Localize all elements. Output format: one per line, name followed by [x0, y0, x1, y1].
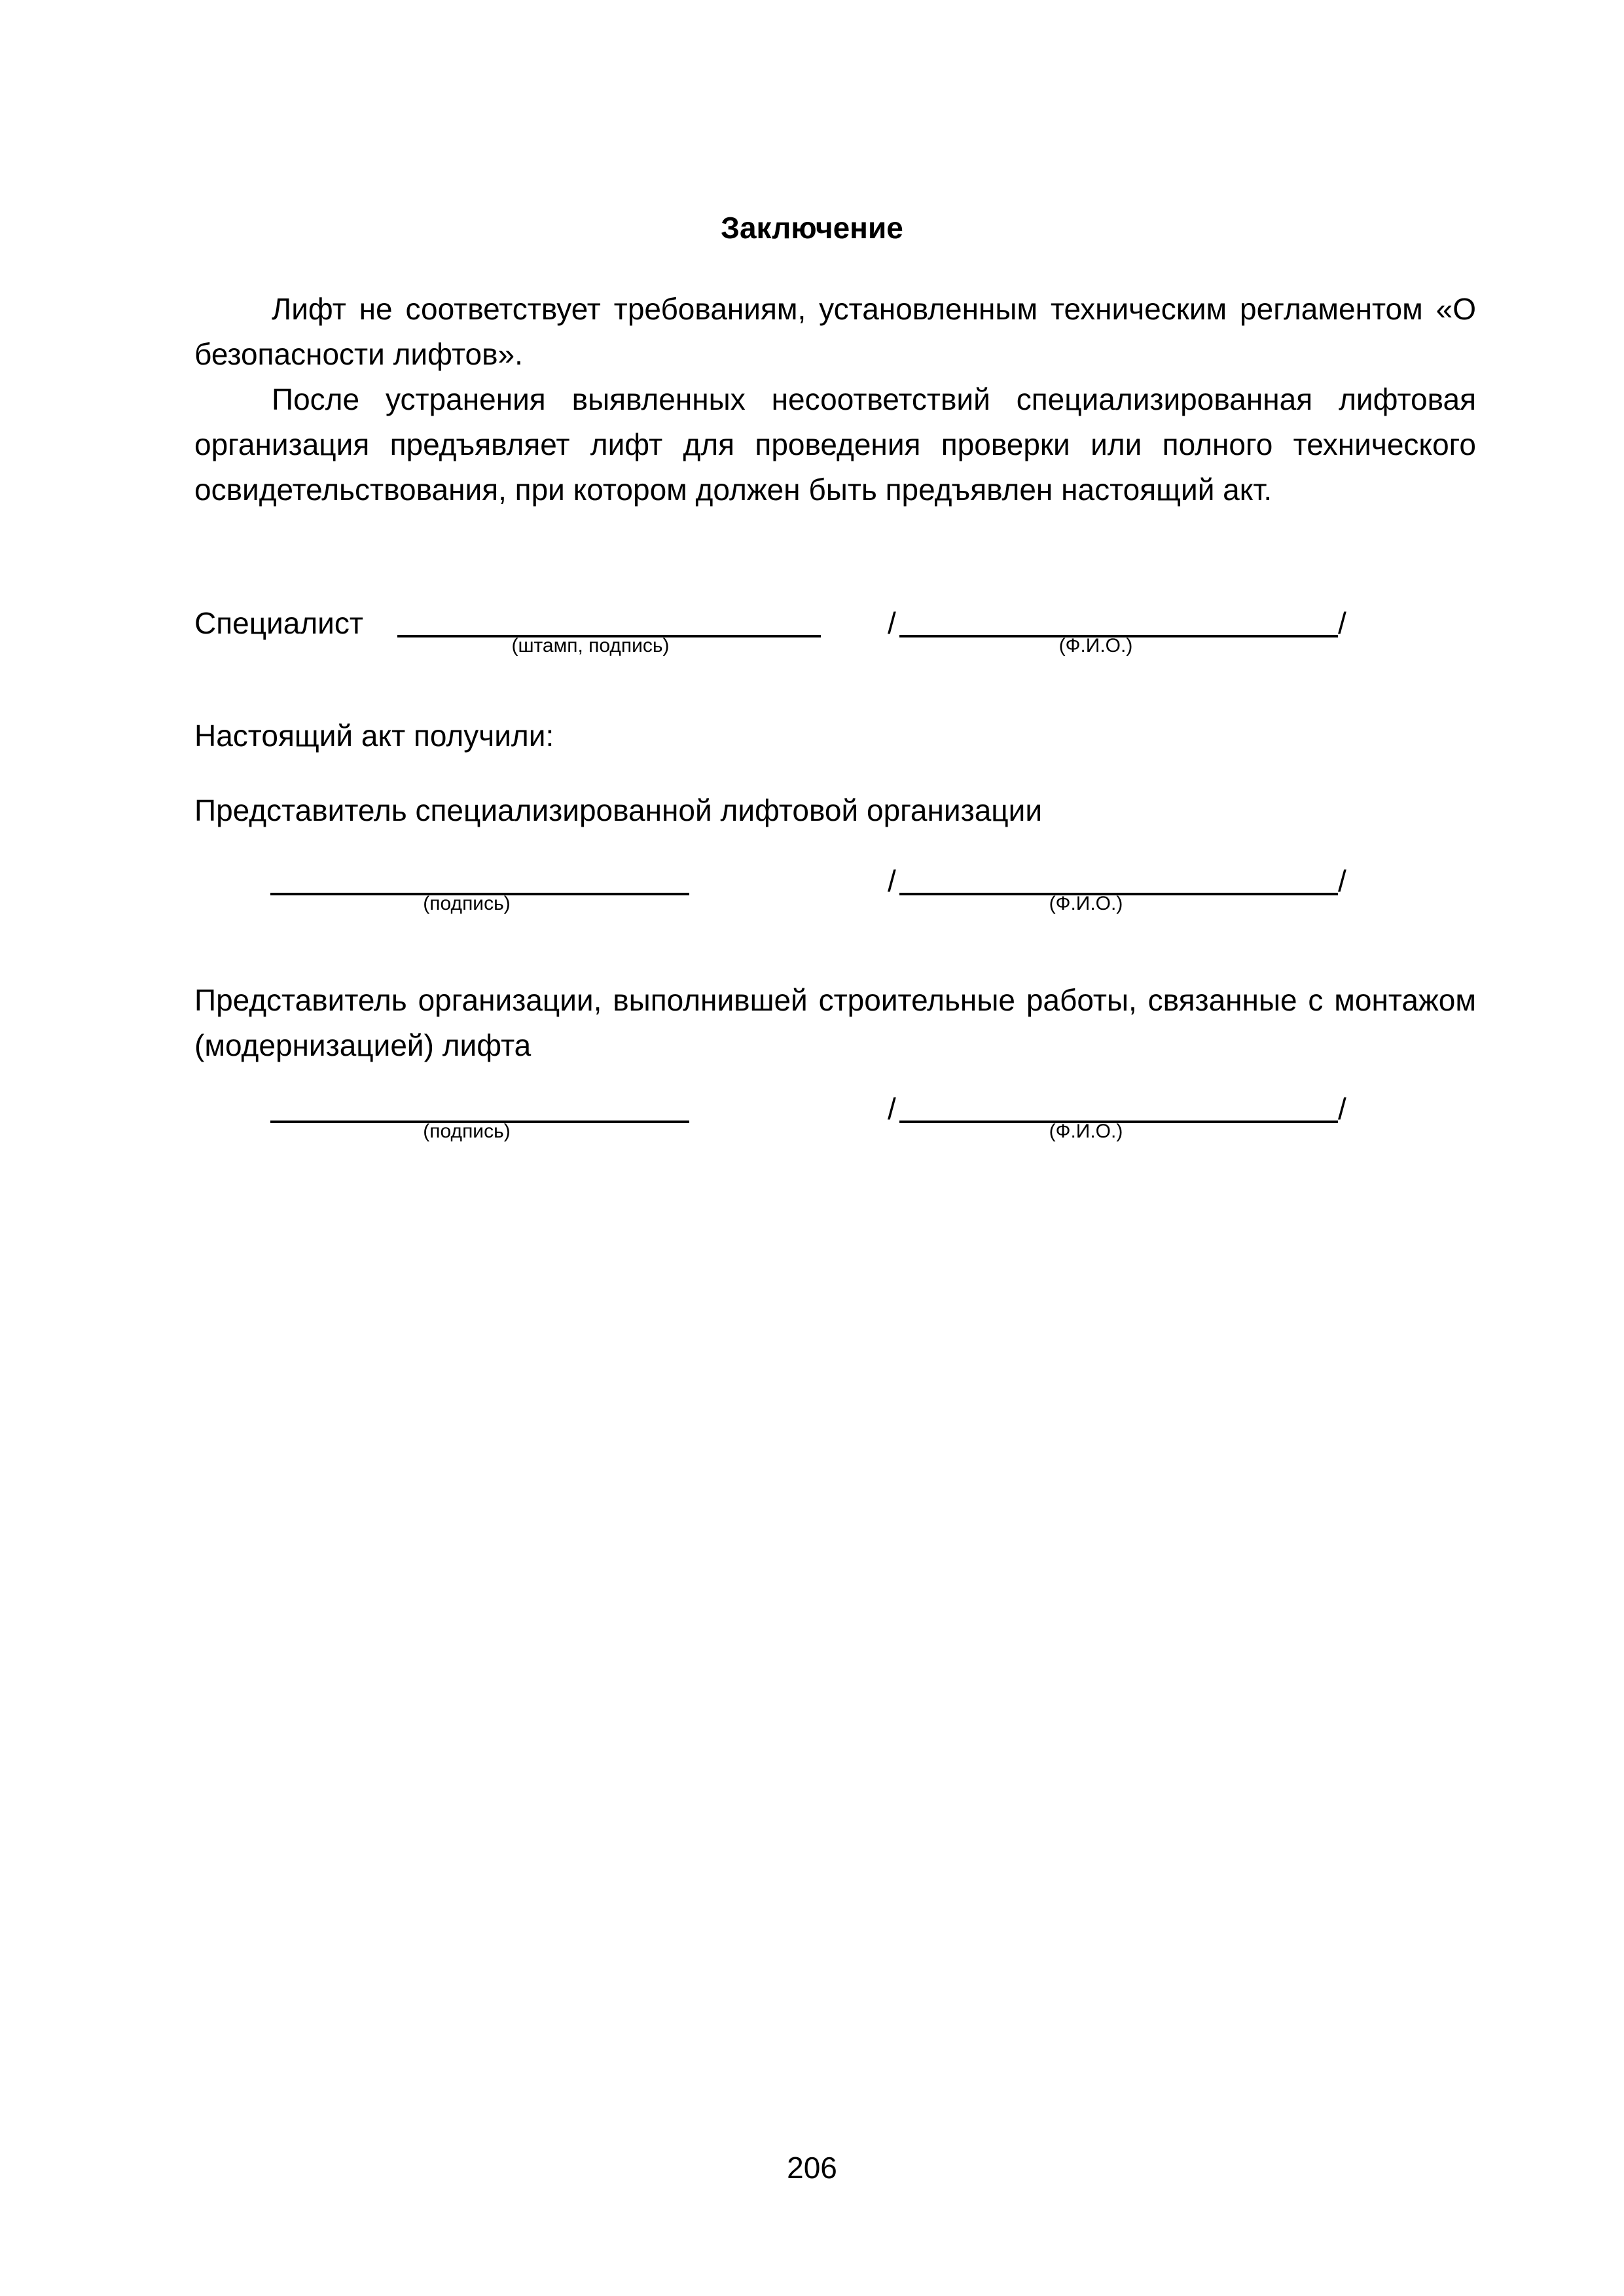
rep1-signature-caption: (подпись)	[423, 893, 511, 914]
rep1-label: Представитель специализированной лифтовой организации	[194, 793, 1043, 827]
received-label: Настоящий акт получили:	[194, 719, 554, 753]
rep2-name-slash-left: /	[888, 1092, 896, 1126]
specialist-name-slash-right: /	[1338, 606, 1346, 640]
rep2-label: Представитель организации, выполнившей строительные работы, связанные с монтажом (модернизацией) лифта	[194, 983, 1476, 1062]
document-title: Заключение	[721, 211, 903, 245]
rep2-name-caption: (Ф.И.О.)	[1049, 1121, 1123, 1142]
rep1-name-caption: (Ф.И.О.)	[1049, 893, 1123, 914]
specialist-name-slash-left: /	[888, 606, 896, 640]
rep2-name-slash-right: /	[1338, 1092, 1346, 1126]
paragraph-conformity: Лифт не соответствует требованиям, установленным техническим регламентом «О безопасности лифтов».	[194, 292, 1476, 371]
specialist-signature-caption: (штамп, подпись)	[511, 635, 670, 656]
rep2-signature-caption: (подпись)	[423, 1121, 511, 1142]
rep1-name-slash-right: /	[1338, 864, 1346, 898]
specialist-label: Специалист	[194, 606, 363, 640]
rep1-name-slash-left: /	[888, 864, 896, 898]
paragraph-instructions: После устранения выявленных несоответствий специализированная лифтовая организация предъявляет лифт для проведения проверки или полного технического освидетельствования, при котором должен быть предъявлен настоящий акт.	[194, 382, 1476, 507]
page-number: 206	[787, 2151, 837, 2185]
specialist-name-caption: (Ф.И.О.)	[1058, 635, 1133, 656]
